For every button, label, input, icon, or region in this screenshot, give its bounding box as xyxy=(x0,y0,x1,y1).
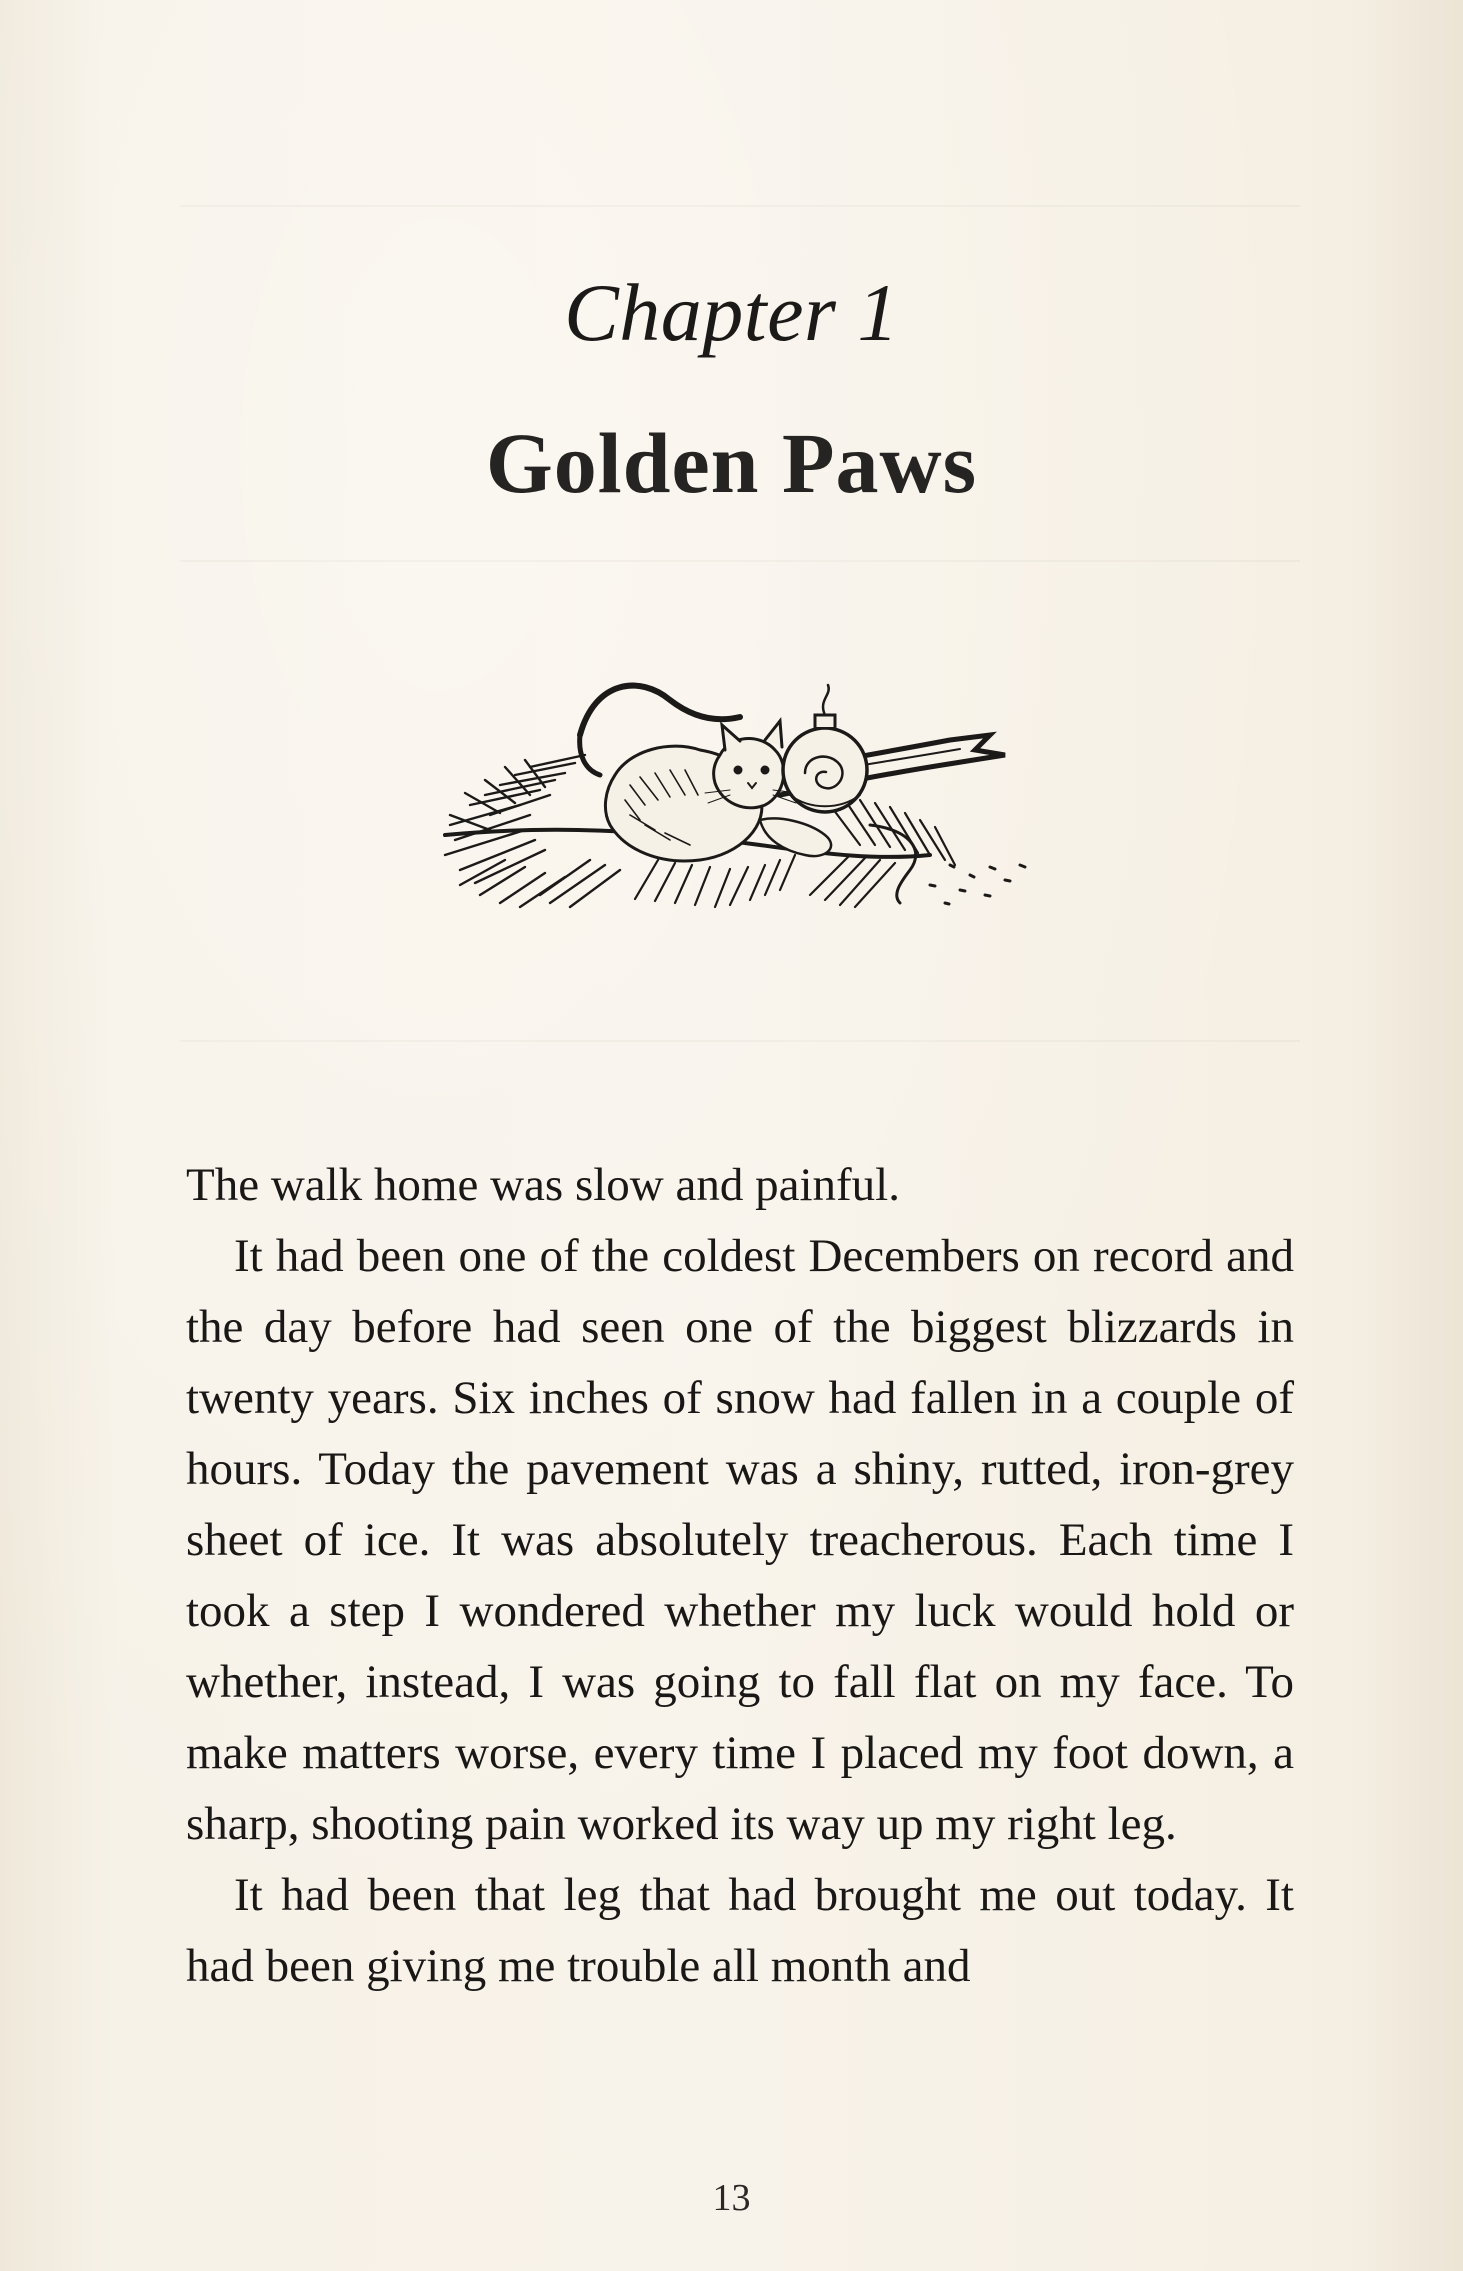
paragraph: It had been that leg that had brought me out today. It had been giving me trouble all month and xyxy=(186,1869,1294,1992)
chapter-label: Chapter 1 xyxy=(564,267,899,358)
page-number: 13 xyxy=(712,2177,751,2219)
show-through-line xyxy=(180,1040,1300,1042)
paragraph: It had been one of the coldest Decembers on record and the day before had seen one of the biggest blizzards in twenty years. Six inches of snow had fallen in a couple of hours. Today the pavement was a shiny, rutted, iron-grey sheet of ice. It was absolutely treacherous. Each time I took a step I wondered whether my luck would hold or whether, instead, I was going to fall flat on my face. To make matters worse, every time I placed my foot down, a sharp, shooting pain worked its way up my right leg. xyxy=(186,1230,1294,1850)
show-through-line xyxy=(180,205,1300,207)
kitten-with-pine-bough-and-bauble-icon xyxy=(430,655,1040,925)
paragraph: The walk home was slow and painful. xyxy=(186,1159,900,1211)
chapter-title: Golden Paws xyxy=(485,415,978,511)
show-through-line xyxy=(180,560,1300,562)
chapter-body xyxy=(186,1150,1294,2002)
